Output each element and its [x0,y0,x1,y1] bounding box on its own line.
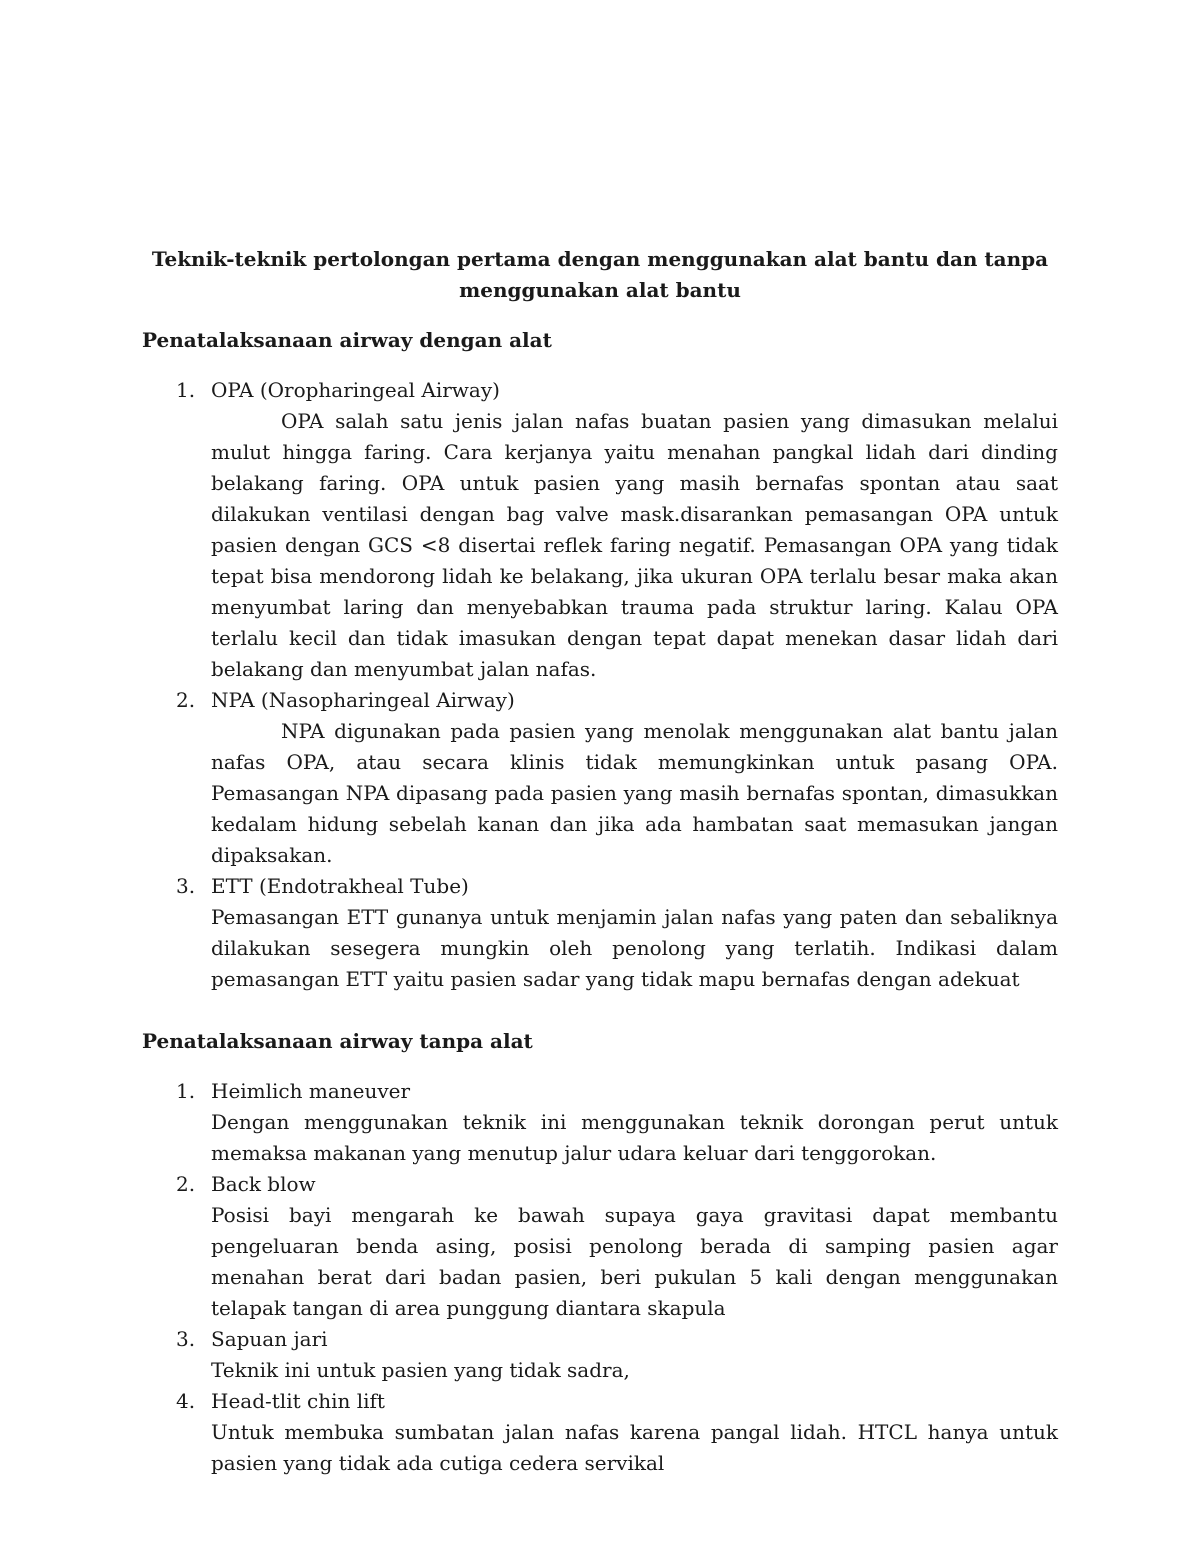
list-with-tools [142,375,1058,995]
item-title: NPA (Nasopharingeal Airway) [211,688,515,712]
list-item-npa [142,685,1058,871]
section-heading-without-tools: Penatalaksanaan airway tanpa alat [142,1029,533,1053]
list-number: 3. [176,1327,196,1351]
item-body: NPA digunakan pada pasien yang menolak menggunakan alat bantu jalan nafas OPA, atau secara klinis tidak memungkinkan untuk pasang OPA. Pemasangan NPA dipasang pada pasien yang masih bernafas spontan, dimasukkan kedalam hidung sebelah kanan dan jika ada hambatan saat memasukan jangan dipaksakan. [211,719,1058,867]
list-number: 2. [176,688,196,712]
list-item-heimlich [142,1076,1058,1169]
list-item-ett [142,871,1058,995]
item-body: Pemasangan ETT gunanya untuk menjamin jalan nafas yang paten dan sebaliknya dilakukan sesegera mungkin oleh penolong yang terlatih. Indikasi dalam pemasangan ETT yaitu pasien sadar yang tidak mapu bernafas dengan adekuat [211,905,1058,991]
item-body: Untuk membuka sumbatan jalan nafas karena pangal lidah. HTCL hanya untuk pasien yang tidak ada cutiga cedera servikal [211,1420,1058,1475]
item-body: OPA salah satu jenis jalan nafas buatan pasien yang dimasukan melalui mulut hingga faring. Cara kerjanya yaitu menahan pangkal lidah dari dinding belakang faring. OPA untuk pasien yang masih bernafas spontan atau saat dilakukan ventilasi dengan bag valve mask.disarankan pemasangan OPA untuk pasien dengan GCS <8 disertai reflek faring negatif. Pemasangan OPA yang tidak tepat bisa mendorong lidah ke belakang, jika ukuran OPA terlalu besar maka akan menyumbat laring dan menyebabkan trauma pada struktur laring. Kalau OPA terlalu kecil dan tidak imasukan dengan tepat dapat menekan dasar lidah dari belakang dan menyumbat jalan nafas. [211,409,1058,681]
list-item-back-blow [142,1169,1058,1324]
item-title: OPA (Oropharingeal Airway) [211,378,500,402]
list-number: 1. [176,378,196,402]
list-item-head-tilt [142,1386,1058,1479]
title-line-1: Teknik-teknik pertolongan pertama dengan menggunakan alat bantu dan tanpa [151,247,1049,271]
document-page [142,244,1058,1479]
item-title: ETT (Endotrakheal Tube) [211,874,469,898]
item-body: Dengan menggunakan teknik ini menggunakan teknik dorongan perut untuk memaksa makanan yang menutup jalur udara keluar dari tenggorokan. [211,1110,1058,1165]
section-heading-with-tools: Penatalaksanaan airway dengan alat [142,328,552,352]
list-number: 2. [176,1172,196,1196]
item-body: Posisi bayi mengarah ke bawah supaya gaya gravitasi dapat membantu pengeluaran benda asing, posisi penolong berada di samping pasien agar menahan berat dari badan pasien, beri pukulan 5 kali dengan menggunakan telapak tangan di area punggung diantara skapula [211,1203,1058,1320]
list-item-opa [142,375,1058,685]
list-number: 4. [176,1389,196,1413]
list-number: 1. [176,1079,196,1103]
list-number: 3. [176,874,196,898]
list-item-sapuan-jari [142,1324,1058,1386]
item-title: Head-tlit chin lift [211,1389,385,1413]
document-title [142,244,1058,306]
list-without-tools [142,1076,1058,1479]
item-body: Teknik ini untuk pasien yang tidak sadra, [211,1358,630,1382]
title-line-2: menggunakan alat bantu [459,278,741,302]
item-title: Back blow [211,1172,316,1196]
item-title: Sapuan jari [211,1327,328,1351]
item-title: Heimlich maneuver [211,1079,411,1103]
